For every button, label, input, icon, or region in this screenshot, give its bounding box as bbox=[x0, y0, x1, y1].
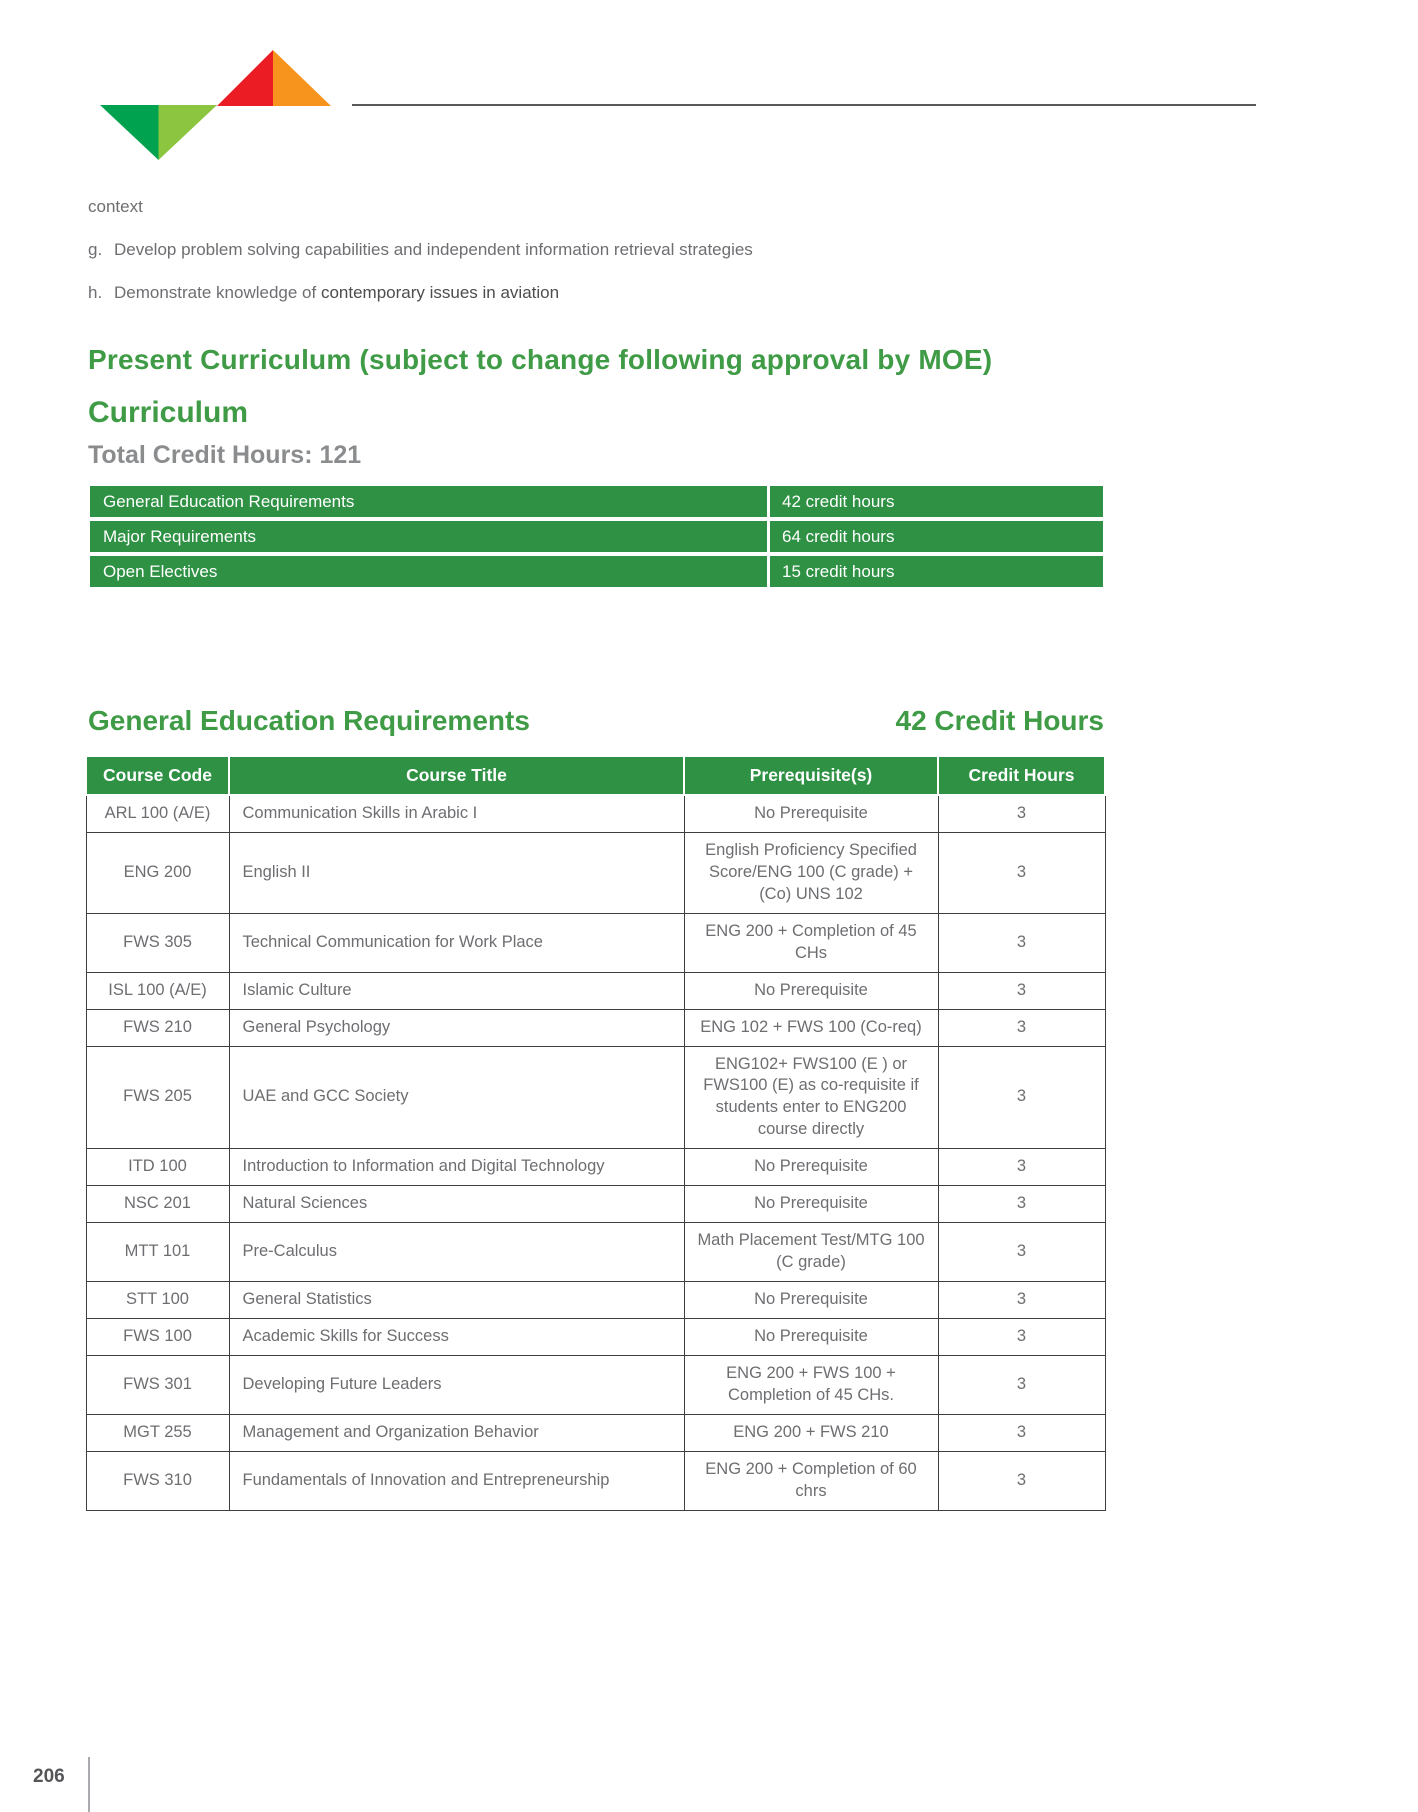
credit-summary-table bbox=[90, 486, 1103, 591]
course-credits-cell: 3 bbox=[938, 1282, 1105, 1319]
course-code-cell: MGT 255 bbox=[86, 1414, 229, 1451]
summary-row-general-education bbox=[90, 486, 1103, 517]
course-credits-cell: 3 bbox=[938, 832, 1105, 913]
header-course-title: Course Title bbox=[229, 756, 684, 795]
course-title-cell: Developing Future Leaders bbox=[229, 1355, 684, 1414]
gen-ed-section-heading bbox=[88, 705, 1104, 737]
course-title-cell: Introduction to Information and Digital Technology bbox=[229, 1149, 684, 1186]
course-code-cell: ARL 100 (A/E) bbox=[86, 795, 229, 832]
course-credits-cell: 3 bbox=[938, 1355, 1105, 1414]
course-row bbox=[86, 1223, 1105, 1282]
curriculum-heading: Curriculum bbox=[88, 396, 249, 429]
footer-divider-line bbox=[88, 1757, 90, 1812]
course-code-cell: ISL 100 (A/E) bbox=[86, 972, 229, 1009]
course-code-cell: NSC 201 bbox=[86, 1186, 229, 1223]
course-title-cell: Pre-Calculus bbox=[229, 1223, 684, 1282]
course-prereq-cell: No Prerequisite bbox=[684, 972, 938, 1009]
course-row bbox=[86, 1282, 1105, 1319]
course-credits-cell: 3 bbox=[938, 1223, 1105, 1282]
summary-row-open-electives bbox=[90, 556, 1103, 587]
course-code-cell: FWS 100 bbox=[86, 1318, 229, 1355]
course-code-cell: FWS 205 bbox=[86, 1046, 229, 1149]
context-label: context bbox=[88, 197, 143, 216]
course-credits-cell: 3 bbox=[938, 913, 1105, 972]
outcome-item-h-prefix: h. bbox=[88, 282, 103, 302]
course-prereq-cell: No Prerequisite bbox=[684, 1186, 938, 1223]
course-credits-cell: 3 bbox=[938, 972, 1105, 1009]
summary-label: Open Electives bbox=[90, 556, 767, 587]
course-prereq-cell: No Prerequisite bbox=[684, 1282, 938, 1319]
outcome-item-h-highlight: contemporary issues in aviation bbox=[320, 282, 560, 302]
course-table bbox=[85, 755, 1106, 1511]
course-credits-cell: 3 bbox=[938, 1451, 1105, 1510]
outcome-item-g bbox=[88, 239, 1088, 262]
gen-ed-credit-hours: 42 Credit Hours bbox=[895, 705, 1104, 736]
course-code-cell: MTT 101 bbox=[86, 1223, 229, 1282]
total-credit-hours-heading: Total Credit Hours: 121 bbox=[88, 441, 362, 469]
course-title-cell: General Psychology bbox=[229, 1009, 684, 1046]
header-course-code: Course Code bbox=[86, 756, 229, 795]
course-title-cell: UAE and GCC Society bbox=[229, 1046, 684, 1149]
course-row bbox=[86, 1009, 1105, 1046]
course-table-header-row bbox=[86, 756, 1105, 795]
outcome-item-h bbox=[88, 282, 1088, 305]
course-title-cell: Technical Communication for Work Place bbox=[229, 913, 684, 972]
course-row bbox=[86, 1149, 1105, 1186]
course-table-body bbox=[86, 795, 1105, 1510]
course-credits-cell: 3 bbox=[938, 1414, 1105, 1451]
course-row bbox=[86, 1414, 1105, 1451]
course-row bbox=[86, 795, 1105, 832]
course-row bbox=[86, 1046, 1105, 1149]
course-title-cell: Fundamentals of Innovation and Entrepreneurship bbox=[229, 1451, 684, 1510]
course-code-cell: STT 100 bbox=[86, 1282, 229, 1319]
header-prerequisites: Prerequisite(s) bbox=[684, 756, 938, 795]
university-logo-icon bbox=[100, 50, 334, 160]
header-rule bbox=[352, 104, 1256, 106]
course-credits-cell: 3 bbox=[938, 795, 1105, 832]
course-code-cell: FWS 310 bbox=[86, 1451, 229, 1510]
course-row bbox=[86, 832, 1105, 913]
logo-dark-green-triangle bbox=[100, 105, 159, 160]
page-number: 206 bbox=[33, 1766, 65, 1787]
course-title-cell: Management and Organization Behavior bbox=[229, 1414, 684, 1451]
course-credits-cell: 3 bbox=[938, 1009, 1105, 1046]
course-row bbox=[86, 1186, 1105, 1223]
logo-red-triangle bbox=[217, 50, 273, 106]
course-prereq-cell: ENG 200 + FWS 210 bbox=[684, 1414, 938, 1451]
summary-value: 15 credit hours bbox=[770, 556, 1103, 587]
course-prereq-cell: Math Placement Test/MTG 100 (C grade) bbox=[684, 1223, 938, 1282]
course-credits-cell: 3 bbox=[938, 1046, 1105, 1149]
course-credits-cell: 3 bbox=[938, 1186, 1105, 1223]
summary-row-major-requirements bbox=[90, 521, 1103, 552]
course-code-cell: FWS 301 bbox=[86, 1355, 229, 1414]
header-credit-hours: Credit Hours bbox=[938, 756, 1105, 795]
course-title-cell: Islamic Culture bbox=[229, 972, 684, 1009]
course-title-cell: Natural Sciences bbox=[229, 1186, 684, 1223]
course-row bbox=[86, 1451, 1105, 1510]
course-prereq-cell: ENG 200 + Completion of 45 CHs bbox=[684, 913, 938, 972]
summary-value: 64 credit hours bbox=[770, 521, 1103, 552]
present-curriculum-heading: Present Curriculum (subject to change following approval by MOE) bbox=[88, 344, 993, 375]
course-row bbox=[86, 1318, 1105, 1355]
outcome-item-h-text: Demonstrate knowledge of bbox=[114, 282, 321, 302]
course-code-cell: ENG 200 bbox=[86, 832, 229, 913]
logo-light-green-triangle bbox=[159, 105, 218, 160]
course-code-cell: ITD 100 bbox=[86, 1149, 229, 1186]
course-title-cell: Academic Skills for Success bbox=[229, 1318, 684, 1355]
course-row bbox=[86, 913, 1105, 972]
course-title-cell: Communication Skills in Arabic I bbox=[229, 795, 684, 832]
course-credits-cell: 3 bbox=[938, 1149, 1105, 1186]
course-title-cell: English II bbox=[229, 832, 684, 913]
course-prereq-cell: No Prerequisite bbox=[684, 795, 938, 832]
intro-text-block bbox=[88, 196, 1088, 325]
course-prereq-cell: ENG 200 + FWS 100 + Completion of 45 CHs. bbox=[684, 1355, 938, 1414]
course-prereq-cell: ENG102+ FWS100 (E ) or FWS100 (E) as co-requisite if students enter to ENG200 course directly bbox=[684, 1046, 938, 1149]
summary-label: General Education Requirements bbox=[90, 486, 767, 517]
logo-orange-triangle bbox=[273, 50, 331, 106]
course-prereq-cell: English Proficiency Specified Score/ENG 100 (C grade) + (Co) UNS 102 bbox=[684, 832, 938, 913]
summary-label: Major Requirements bbox=[90, 521, 767, 552]
outcome-item-g-text: Develop problem solving capabilities and independent information retrieval strategies bbox=[114, 239, 753, 259]
course-prereq-cell: ENG 102 + FWS 100 (Co-req) bbox=[684, 1009, 938, 1046]
summary-value: 42 credit hours bbox=[770, 486, 1103, 517]
course-row bbox=[86, 1355, 1105, 1414]
course-prereq-cell: No Prerequisite bbox=[684, 1149, 938, 1186]
course-title-cell: General Statistics bbox=[229, 1282, 684, 1319]
course-credits-cell: 3 bbox=[938, 1318, 1105, 1355]
course-code-cell: FWS 210 bbox=[86, 1009, 229, 1046]
course-prereq-cell: No Prerequisite bbox=[684, 1318, 938, 1355]
outcome-item-g-prefix: g. bbox=[88, 239, 103, 259]
course-code-cell: FWS 305 bbox=[86, 913, 229, 972]
course-row bbox=[86, 972, 1105, 1009]
gen-ed-title: General Education Requirements bbox=[88, 705, 530, 736]
course-table-wrap bbox=[85, 755, 1104, 1511]
course-prereq-cell: ENG 200 + Completion of 60 chrs bbox=[684, 1451, 938, 1510]
